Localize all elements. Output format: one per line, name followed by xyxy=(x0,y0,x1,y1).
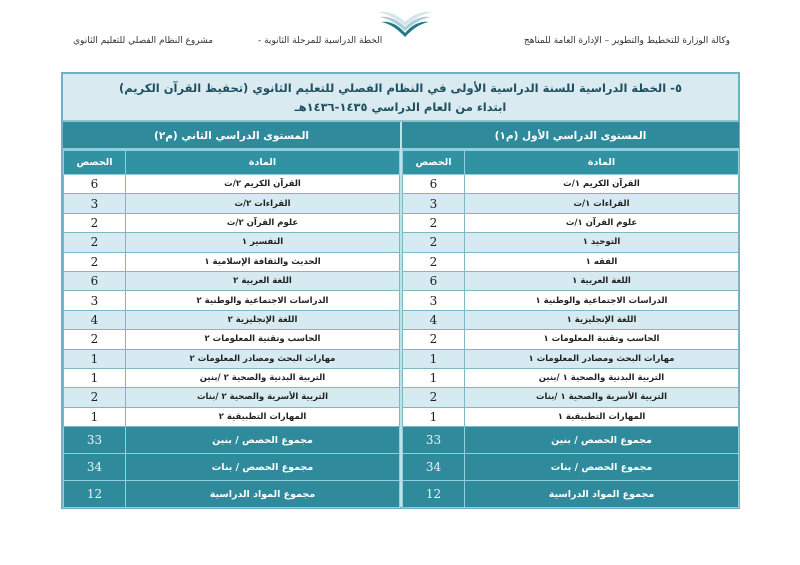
subject-cell: القرآن الكريم ١/ت xyxy=(465,175,739,194)
total-value: 12 xyxy=(64,481,126,508)
column-header-row xyxy=(64,151,400,175)
subject-cell: الفقه ١ xyxy=(465,252,739,271)
periods-cell: 2 xyxy=(403,252,465,271)
table-row xyxy=(403,233,739,252)
subject-cell: الدراسات الاجتماعية والوطنية ١ xyxy=(465,291,739,310)
periods-cell: 6 xyxy=(403,175,465,194)
total-label: مجموع المواد الدراسية xyxy=(126,481,400,508)
subject-header: المادة xyxy=(465,151,739,175)
table-row xyxy=(403,368,739,387)
total-value: 33 xyxy=(64,427,126,454)
table-row xyxy=(403,310,739,329)
periods-cell: 2 xyxy=(64,252,126,271)
subject-cell: الدراسات الاجتماعية والوطنية ٢ xyxy=(126,291,400,310)
totals-row xyxy=(403,454,739,481)
periods-cell: 6 xyxy=(64,271,126,290)
periods-header: الحصص xyxy=(403,151,465,175)
subject-cell: الحاسب وتقنية المعلومات ١ xyxy=(465,330,739,349)
subject-cell: القراءات ٢/ت xyxy=(126,194,400,213)
subject-cell: علوم القرآن ١/ت xyxy=(465,213,739,232)
subject-cell: التربية البدنية والصحية ٢ /بنين xyxy=(126,368,400,387)
subject-cell: علوم القرآن ٢/ت xyxy=(126,213,400,232)
table-row xyxy=(403,213,739,232)
subject-cell: التربية البدنية والصحية ١ /بنين xyxy=(465,368,739,387)
total-label: مجموع الحصص / بنين xyxy=(126,427,400,454)
total-label: مجموع الحصص / بنين xyxy=(465,427,739,454)
table-row xyxy=(64,291,400,310)
table-row xyxy=(403,349,739,368)
periods-header: الحصص xyxy=(64,151,126,175)
periods-cell: 1 xyxy=(64,407,126,426)
table-row xyxy=(403,194,739,213)
level-title: المستوى الدراسي الثاني (م٢) xyxy=(63,122,400,150)
subject-cell: اللغة العربية ٢ xyxy=(126,271,400,290)
header-agency-text: وكالة الوزارة للتخطيط والتطوير – الإدارة العامة للمناهج xyxy=(523,36,730,46)
subject-cell: المهارات التطبيقية ١ xyxy=(465,407,739,426)
logo-wing-light xyxy=(377,12,433,26)
total-value: 33 xyxy=(403,427,465,454)
periods-cell: 1 xyxy=(403,349,465,368)
table-row xyxy=(403,407,739,426)
table-row xyxy=(64,407,400,426)
table-row xyxy=(403,271,739,290)
totals-row xyxy=(64,454,400,481)
periods-cell: 1 xyxy=(403,407,465,426)
periods-cell: 4 xyxy=(64,310,126,329)
table-row xyxy=(403,330,739,349)
plan-title: ٥- الخطة الدراسية للسنة الدراسية الأولى في النظام الفصلي للتعليم الثانوي (تحفيظ القرآن الكريم) xyxy=(119,81,682,95)
level-title: المستوى الدراسي الأول (م١) xyxy=(402,122,739,150)
subject-cell: الحاسب وتقنية المعلومات ٢ xyxy=(126,330,400,349)
title-band xyxy=(63,74,738,122)
periods-cell: 2 xyxy=(64,233,126,252)
table-row xyxy=(64,194,400,213)
column-header-row xyxy=(403,151,739,175)
table-row xyxy=(64,368,400,387)
table-row xyxy=(64,175,400,194)
periods-cell: 1 xyxy=(64,349,126,368)
table-row xyxy=(403,388,739,407)
periods-cell: 2 xyxy=(403,330,465,349)
subject-cell: المهارات التطبيقية ٢ xyxy=(126,407,400,426)
subject-cell: القراءات ١/ت xyxy=(465,194,739,213)
subject-cell: اللغة الإنجليزية ٢ xyxy=(126,310,400,329)
total-label: مجموع الحصص / بنات xyxy=(465,454,739,481)
study-plan-table xyxy=(61,72,740,509)
header-project-text: مشروع النظام الفصلي للتعليم الثانوي xyxy=(73,36,214,46)
totals-row xyxy=(403,427,739,454)
periods-cell: 4 xyxy=(403,310,465,329)
periods-cell: 2 xyxy=(64,330,126,349)
table-row xyxy=(64,252,400,271)
subject-cell: مهارات البحث ومصادر المعلومات ١ xyxy=(465,349,739,368)
subject-cell: التوحيد ١ xyxy=(465,233,739,252)
totals-row xyxy=(64,427,400,454)
periods-cell: 2 xyxy=(64,388,126,407)
subject-cell: اللغة الإنجليزية ١ xyxy=(465,310,739,329)
table-row xyxy=(403,175,739,194)
total-value: 34 xyxy=(64,454,126,481)
totals-row xyxy=(403,481,739,508)
periods-cell: 3 xyxy=(403,194,465,213)
subject-cell: التربية الأسرية والصحية ٢ /بنات xyxy=(126,388,400,407)
subject-cell: التربية الأسرية والصحية ١ /بنات xyxy=(465,388,739,407)
periods-cell: 3 xyxy=(64,291,126,310)
subject-cell: الحديث والثقافة الإسلامية ١ xyxy=(126,252,400,271)
header-plan-text: الخطة الدراسية للمرحلة الثانوية - xyxy=(258,36,383,46)
total-label: مجموع المواد الدراسية xyxy=(465,481,739,508)
subject-cell: التفسير ١ xyxy=(126,233,400,252)
table-row xyxy=(64,349,400,368)
table-row xyxy=(403,291,739,310)
total-label: مجموع الحصص / بنات xyxy=(126,454,400,481)
periods-cell: 3 xyxy=(403,291,465,310)
periods-cell: 6 xyxy=(64,175,126,194)
level-1-table xyxy=(402,122,739,508)
subject-header: المادة xyxy=(126,151,400,175)
periods-cell: 2 xyxy=(403,388,465,407)
totals-row xyxy=(64,481,400,508)
periods-cell: 1 xyxy=(64,368,126,387)
table-row xyxy=(64,233,400,252)
table-row xyxy=(64,213,400,232)
table-row xyxy=(64,330,400,349)
periods-cell: 3 xyxy=(64,194,126,213)
subject-cell: القرآن الكريم ٢/ت xyxy=(126,175,400,194)
periods-cell: 1 xyxy=(403,368,465,387)
table-row xyxy=(64,388,400,407)
subject-cell: اللغة العربية ١ xyxy=(465,271,739,290)
periods-cell: 2 xyxy=(64,213,126,232)
level-2-table xyxy=(63,122,400,508)
table-row xyxy=(64,271,400,290)
plan-subtitle: ابتداء من العام الدراسي ١٤٣٥-١٤٣٦هـ xyxy=(294,100,507,114)
total-value: 34 xyxy=(403,454,465,481)
ministry-logo-icon xyxy=(373,6,437,38)
table-row xyxy=(64,310,400,329)
periods-cell: 6 xyxy=(403,271,465,290)
periods-cell: 2 xyxy=(403,213,465,232)
table-row xyxy=(403,252,739,271)
subject-cell: مهارات البحث ومصادر المعلومات ٢ xyxy=(126,349,400,368)
periods-cell: 2 xyxy=(403,233,465,252)
total-value: 12 xyxy=(403,481,465,508)
